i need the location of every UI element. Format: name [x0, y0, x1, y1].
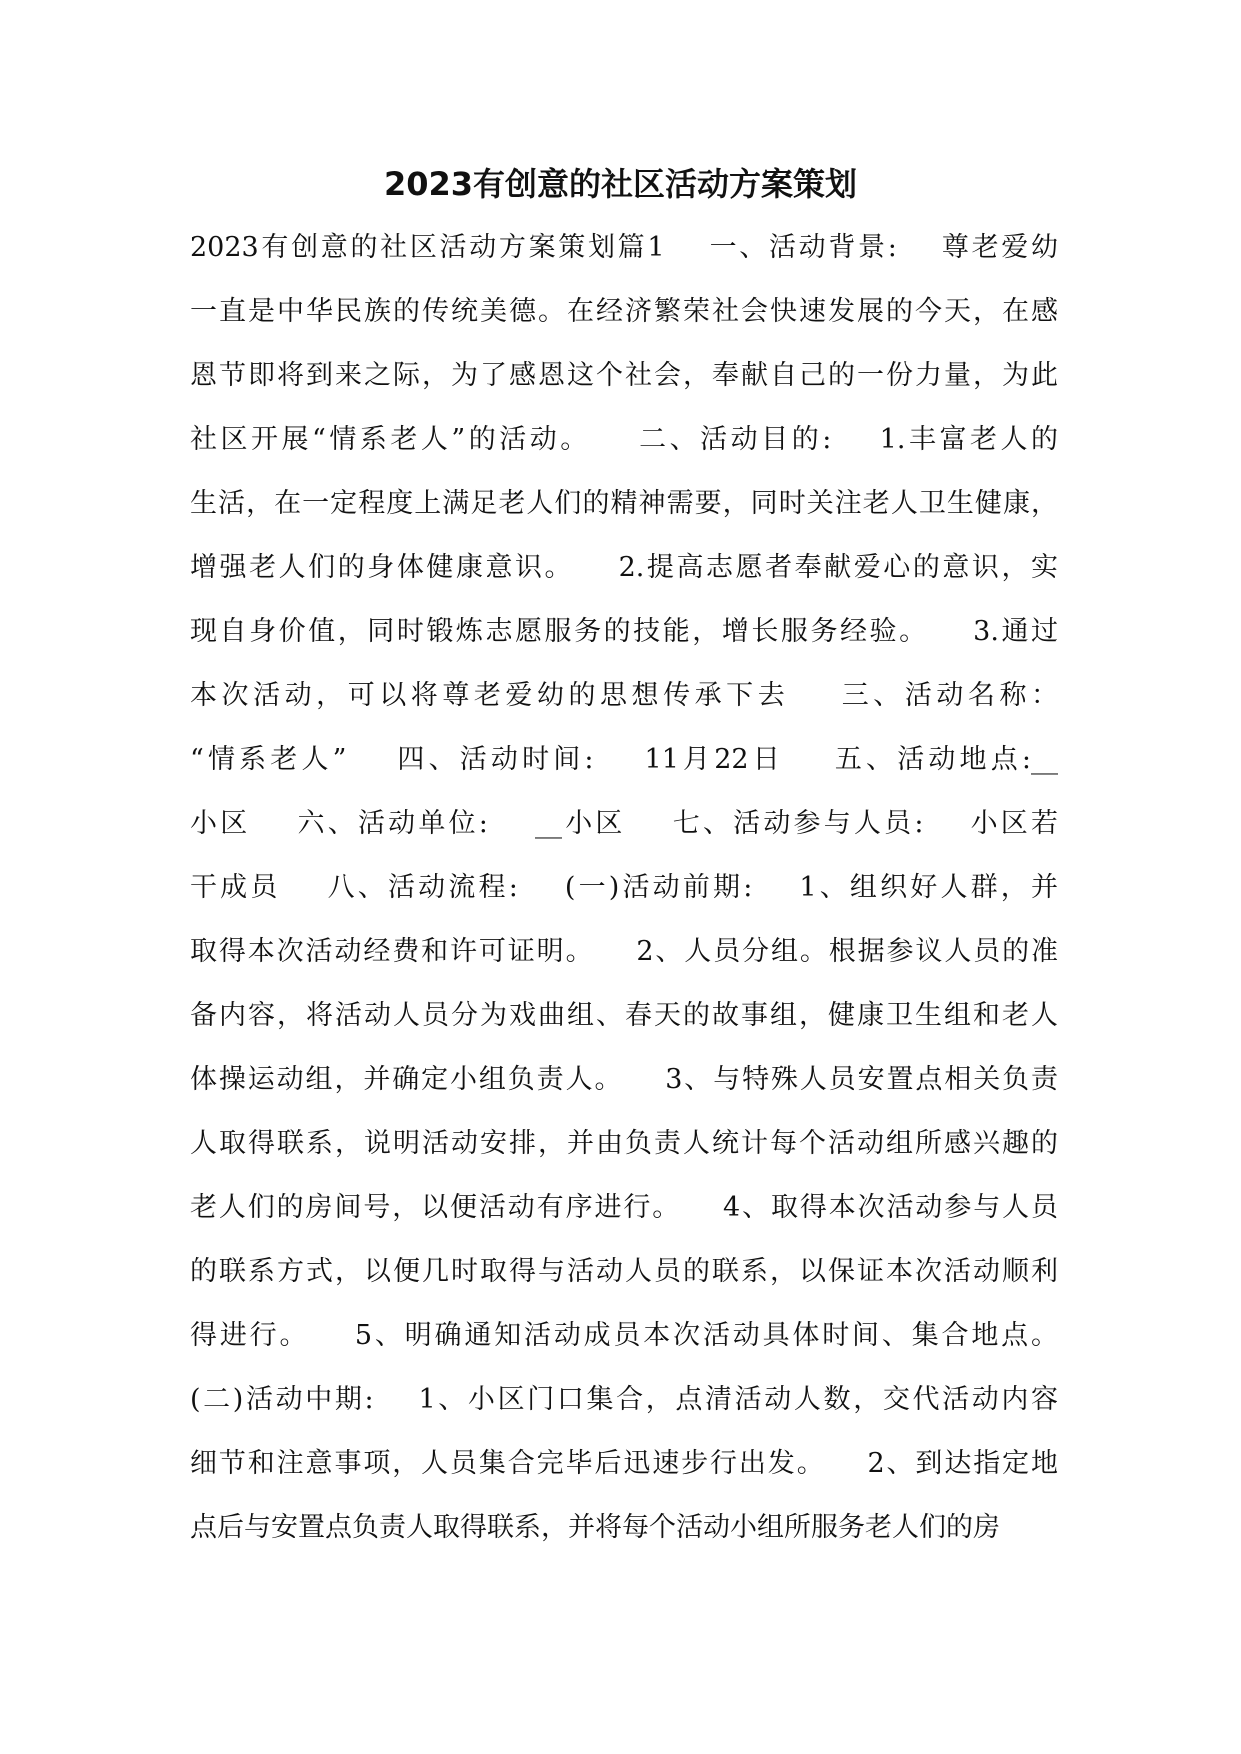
- body-line: 本次活动，可以将尊老爱幼的思想传承下去 三、活动名称：: [190, 680, 1058, 711]
- body-line: 人取得联系，说明活动安排，并由负责人统计每个活动组所感兴趣的: [190, 1128, 1058, 1159]
- body-line: 备内容，将活动人员分为戏曲组、春天的故事组，健康卫生组和老人: [190, 1000, 1058, 1031]
- body-line: 小区 六、活动单位: __小区 七、活动参与人员: 小区若: [190, 808, 1058, 839]
- body-line: 体操运动组，并确定小组负责人。 3、与特殊人员安置点相关负责: [190, 1064, 1058, 1095]
- body-line: 的联系方式，以便几时取得与活动人员的联系，以保证本次活动顺利: [190, 1256, 1058, 1287]
- document-body: [190, 216, 1058, 1560]
- body-line: 增强老人们的身体健康意识。 2.提高志愿者奉献爱心的意识，实: [190, 552, 1058, 583]
- document-title: 2023有创意的社区活动方案策划: [383, 165, 858, 203]
- body-line: 老人们的房间号，以便活动有序进行。 4、取得本次活动参与人员: [190, 1192, 1058, 1223]
- body-line: 现自身价值，同时锻炼志愿服务的技能，增长服务经验。 3.通过: [190, 616, 1058, 647]
- body-line: 2023有创意的社区活动方案策划篇1 一、活动背景: 尊老爱幼: [190, 232, 1058, 263]
- body-line: 点后与安置点负责人取得联系，并将每个活动小组所服务老人们的房: [190, 1512, 1000, 1543]
- body-line: 恩节即将到来之际，为了感恩这个社会，奉献自己的一份力量，为此: [190, 360, 1058, 391]
- body-line: 细节和注意事项，人员集合完毕后迅速步行出发。 2、到达指定地: [190, 1448, 1058, 1479]
- body-line: 干成员 八、活动流程: (一)活动前期: 1、组织好人群，并: [190, 872, 1058, 903]
- body-line: 社区开展“情系老人”的活动。 二、活动目的: 1.丰富老人的: [190, 424, 1058, 455]
- body-line: (二)活动中期: 1、小区门口集合，点清活动人数，交代活动内容: [190, 1384, 1058, 1415]
- body-line: 得进行。 5、明确通知活动成员本次活动具体时间、集合地点。: [190, 1320, 1058, 1351]
- body-line: “情系老人” 四、活动时间: 11月22日 五、活动地点:__: [190, 744, 1058, 775]
- body-line: 生活，在一定程度上满足老人们的精神需要，同时关注老人卫生健康，: [190, 488, 1058, 519]
- body-line: 一直是中华民族的传统美德。在经济繁荣社会快速发展的今天，在感: [190, 296, 1058, 327]
- body-line: 取得本次活动经费和许可证明。 2、人员分组。根据参议人员的准: [190, 936, 1058, 967]
